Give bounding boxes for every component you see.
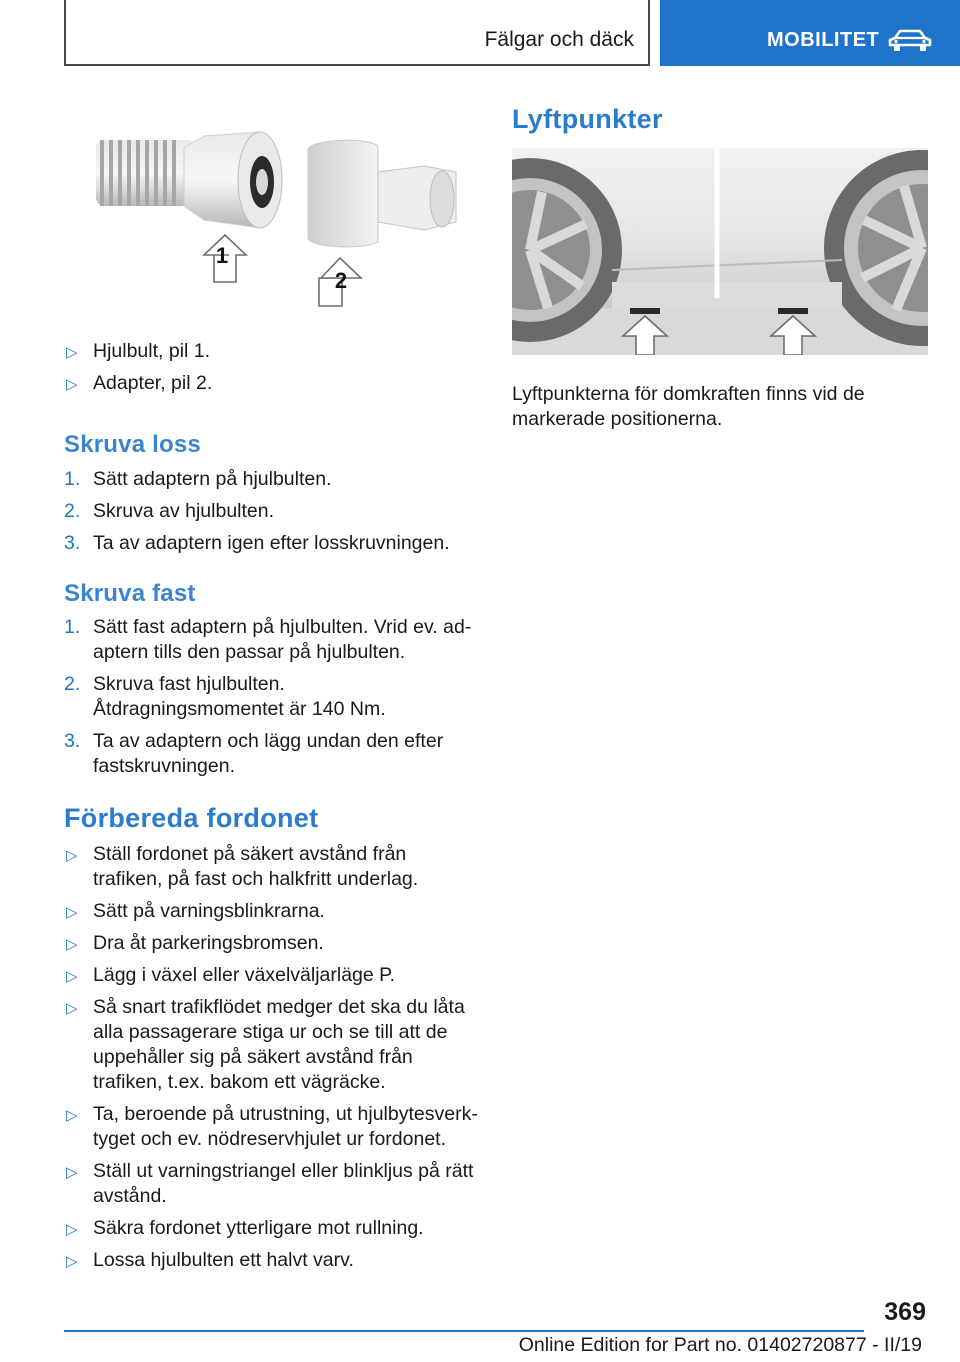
wheel-bolt-figure [64,110,479,325]
arrow-label-2: 2 [334,268,348,293]
running-header [64,0,650,66]
triangle-bullet-icon: ▷ [66,904,78,921]
arrow-label-1: 1 [215,243,229,268]
page-number: 369 [884,1298,926,1326]
forbereda-list [64,842,479,1280]
list-item: ▷ Hjulbult, pil 1. [64,339,479,364]
footer-divider [64,1330,864,1332]
list-item: ▷ Ta, beroende på utrustning, ut hjulbytesverktyget och ev. nödreservhjulet ur fordonet. [66,1103,478,1150]
section-title: Fälgar och däck [484,28,634,51]
heading-lyftpunkter: Lyftpunkter [512,104,663,134]
list-item: 1. Sätt adaptern på hjulbulten. [64,468,332,490]
list-item: ▷ Så snart trafikflödet medger det ska du låta alla passagerare stiga ur och se till att de uppehåller sig på säkert avstånd från trafiken, t.ex. bakom ett vägräcke. [66,996,465,1093]
list-item: ▷ Sätt på varningsblinkrarna. [64,899,479,924]
triangle-bullet-icon: ▷ [66,1000,78,1017]
triangle-bullet-icon: ▷ [66,1164,78,1181]
list-item: ▷ Adapter, pil 2. [64,371,479,396]
lifting-points-figure [512,148,928,355]
skruva-fast-steps [64,615,479,786]
triangle-bullet-icon: ▷ [66,936,78,953]
list-item: ▷ Ställ ut varningstriangel eller blinkljus på rätt avstånd. [66,1160,474,1207]
skruva-loss-steps [64,467,479,563]
triangle-bullet-icon: ▷ [66,968,78,985]
list-item: ▷ Lossa hjulbulten ett halvt varv. [64,1248,479,1273]
bolt-parts-list [64,339,479,403]
list-item: 1. Sätt fast adaptern på hjulbulten. Vrid ev. adaptern tills den passar på hjulbulten. [64,616,472,663]
triangle-bullet-icon: ▷ [66,1221,78,1238]
list-item: 2. Skruva fast hjulbulten. Åtdragningsmomentet är 140 Nm. [64,673,386,720]
triangle-bullet-icon: ▷ [66,1107,78,1124]
triangle-bullet-icon: ▷ [66,1253,78,1270]
heading-skruva-fast: Skruva fast [64,580,196,607]
list-item: ▷ Ställ fordonet på säkert avstånd från trafiken, på fast och halkfritt underlag. [66,843,419,890]
list-item: ▷ Säkra fordonet ytterligare mot rullning. [64,1216,479,1241]
heading-skruva-loss: Skruva loss [64,431,201,458]
lyftpunkter-text: Lyftpunkterna för domkraften finns vid de markerade positionerna. [512,383,865,430]
car-icon [886,28,934,59]
footer-edition: Online Edition for Part no. 01402720877 - II/19 [518,1334,922,1356]
triangle-bullet-icon: ▷ [66,847,78,864]
list-item: 2. Skruva av hjulbulten. [64,500,275,522]
chapter-tab[interactable] [660,0,960,66]
triangle-bullet-icon: ▷ [66,344,78,361]
heading-forbereda-fordonet: Förbereda fordonet [64,803,319,833]
list-item: 3. Ta av adaptern igen efter losskruvningen. [64,532,450,554]
list-item: ▷ Lägg i växel eller växelväljarläge P. [64,963,479,988]
chapter-tab-label: MOBILITET [767,29,880,51]
list-item: ▷ Dra åt parkeringsbromsen. [64,931,479,956]
list-item: 3. Ta av adaptern och lägg undan den efter fastskruvningen. [64,730,444,777]
triangle-bullet-icon: ▷ [66,376,78,393]
bolt-thread [96,140,196,206]
